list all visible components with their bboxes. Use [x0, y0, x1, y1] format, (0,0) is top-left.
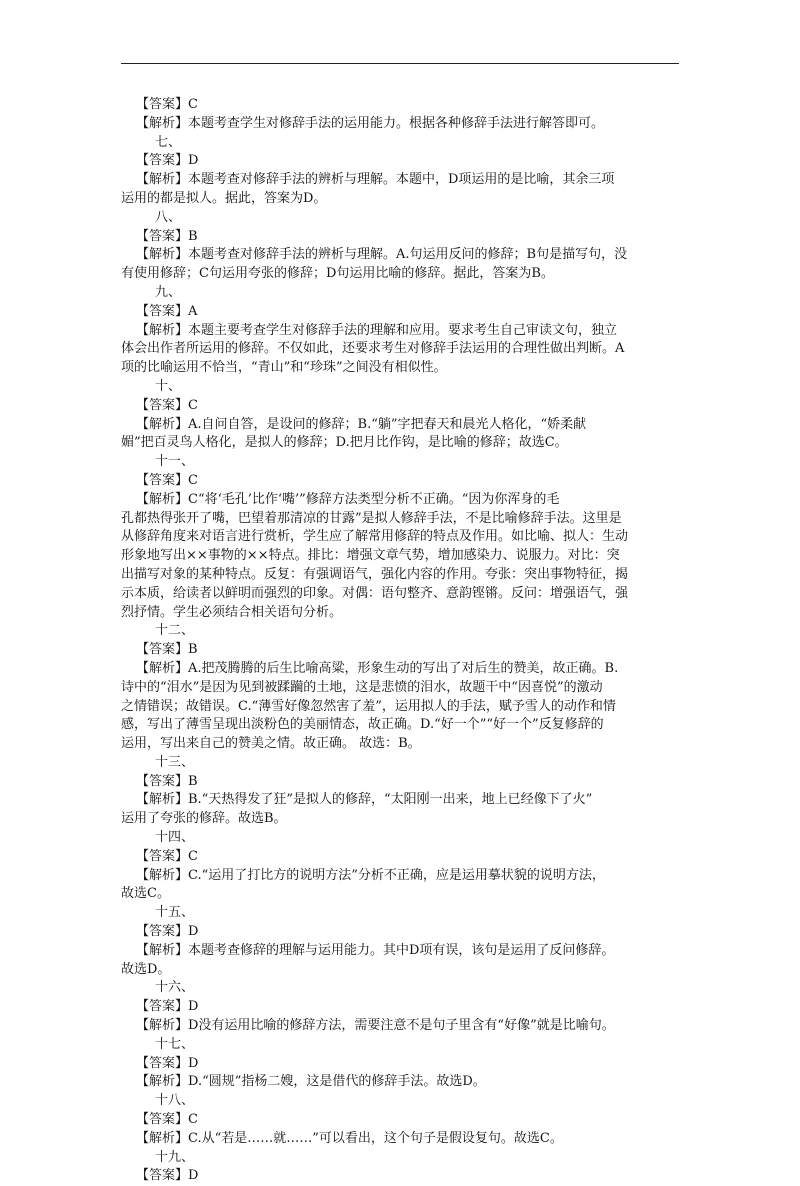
text-line: 诗中的“泪水”是因为见到被蹂躏的土地，这是悲愤的泪水，故题干中“因喜悦”的激动	[121, 679, 603, 695]
text-line: 【答案】D	[136, 1055, 199, 1071]
text-line: 【解析】A.自问自答，是设问的修辞；B.“躺”字把春天和晨光人格化，“娇柔献	[136, 416, 587, 432]
text-line: 十六、	[155, 980, 195, 996]
text-line: 孔都热得张开了嘴，巴望着那清凉的甘露”是拟人修辞手法，不是比喻修辞手法。这里是	[121, 510, 622, 526]
text-line: 八、	[155, 209, 182, 225]
text-line: 【答案】D	[136, 153, 199, 169]
text-line: 十三、	[155, 754, 195, 770]
text-line: 十一、	[155, 454, 195, 470]
text-line: 十四、	[155, 830, 195, 846]
text-line: 【解析】D.“圆规”指杨二嫂，这是借代的修辞手法。故选D。	[136, 1074, 486, 1090]
text-line: 【答案】B	[136, 642, 198, 658]
text-line: 示本质，给读者以鲜明而强烈的印象。对偶：语句整齐、意韵铿锵。反问：增强语气，强	[121, 585, 629, 601]
text-line: 十八、	[155, 1093, 195, 1109]
text-line: 媚”把百灵鸟人格化，是拟人的修辞；D.把月比作钩，是比喻的修辞；故选C。	[121, 435, 568, 451]
text-line: 【答案】C	[136, 397, 198, 413]
text-line: 【解析】本题主要考查学生对修辞手法的理解和应用。要求考生自己审读文句，独立	[136, 322, 618, 338]
text-line: 【解析】本题考查对修辞手法的辨析与理解。A.句运用反问的修辞；B句是描写句，没	[136, 247, 628, 263]
text-line: 十七、	[155, 1036, 195, 1052]
text-line: 【答案】C	[136, 472, 198, 488]
text-line: 十五、	[155, 905, 195, 921]
text-line: 【解析】C“将‘毛孔’比作‘嘴’”修辞方法类型分析不正确。“因为你浑身的毛	[136, 491, 560, 507]
text-line: 【答案】D	[136, 1168, 199, 1184]
text-line: 七、	[155, 134, 182, 150]
answer-text-block	[121, 96, 681, 1186]
text-line: 运用，写出来自己的赞美之情。故正确。 故选：B。	[121, 736, 421, 752]
text-line: 【解析】A.把茂腾腾的后生比喻高粱，形象生动的写出了对后生的赞美，故正确。B.	[136, 660, 619, 676]
text-line: 【解析】D没有运用比喻的修辞方法，需要注意不是句子里含有“好像”就是比喻句。	[136, 1018, 615, 1034]
text-line: 【答案】C	[136, 97, 198, 112]
text-line: 【答案】D	[136, 924, 199, 940]
header-rule	[121, 63, 679, 64]
text-line: 从修辞角度来对语言进行赏析，学生应了解常用修辞的特点及作用。如比喻、拟人：生动	[121, 529, 629, 545]
text-line: 运用的都是拟人。据此，答案为D。	[121, 190, 327, 206]
text-line: 【答案】D	[136, 999, 199, 1015]
text-line: 【答案】B	[136, 228, 198, 244]
text-line: 十二、	[155, 623, 195, 639]
text-line: 【解析】B.“天热得发了狂”是拟人的修辞，“太阳刚一出来，地上已经像下了火”	[136, 792, 593, 808]
text-line: 【答案】A	[136, 303, 198, 319]
text-line: 故选D。	[121, 961, 171, 977]
text-line: 有使用修辞；C句运用夸张的修辞；D句运用比喻的修辞。据此，答案为B。	[121, 266, 554, 282]
text-line: 【答案】C	[136, 1112, 198, 1128]
text-line: 【答案】C	[136, 848, 198, 864]
text-line: 项的比喻运用不恰当，“青山”和“珍珠”之间没有相似性。	[121, 360, 447, 376]
text-line: 【解析】本题考查修辞的理解与运用能力。其中D项有误，该句是运用了反问修辞。	[136, 942, 615, 958]
text-line: 感，写出了薄雪呈现出淡粉色的美丽情态，故正确。D.“好一个”“好一个”反复修辞的	[121, 717, 604, 733]
text-line: 【解析】本题考查学生对修辞手法的运用能力。根据各种修辞手法进行解答即可。	[136, 115, 605, 131]
text-line: 【解析】C.“运用了打比方的说明方法”分析不正确，应是运用摹状貌的说明方法，	[136, 867, 605, 883]
text-line: 十九、	[155, 1149, 195, 1165]
text-line: 出描写对象的某种特点。反复：有强调语气，强化内容的作用。夸张：突出事物特征，揭	[121, 566, 629, 582]
text-line: 运用了夸张的修辞。故选B。	[121, 811, 287, 827]
text-line: 体会出作者所运用的修辞。不仅如此，还要求考生对修辞手法运用的合理性做出判断。A	[121, 341, 625, 357]
text-line: 【解析】C.从“若是……就……”可以看出，这个句子是假设复句。故选C。	[136, 1130, 563, 1146]
text-line: 烈抒情。学生必须结合相关语句分析。	[121, 604, 343, 620]
text-line: 【解析】本题考查对修辞手法的辨析与理解。本题中，D项运用的是比喻，其余三项	[136, 172, 615, 188]
text-line: 【答案】B	[136, 773, 198, 789]
text-line: 之情错误；故错误。C.“薄雪好像忽然害了羞”，运用拟人的手法，赋予雪人的动作和情	[121, 698, 616, 714]
text-line: 故选C。	[121, 886, 170, 902]
text-line: 九、	[155, 284, 182, 300]
text-line: 十、	[155, 378, 182, 394]
text-line: 形象地写出××事物的××特点。排比：增强文章气势，增加感染力、说服力。对比：突	[121, 548, 620, 564]
